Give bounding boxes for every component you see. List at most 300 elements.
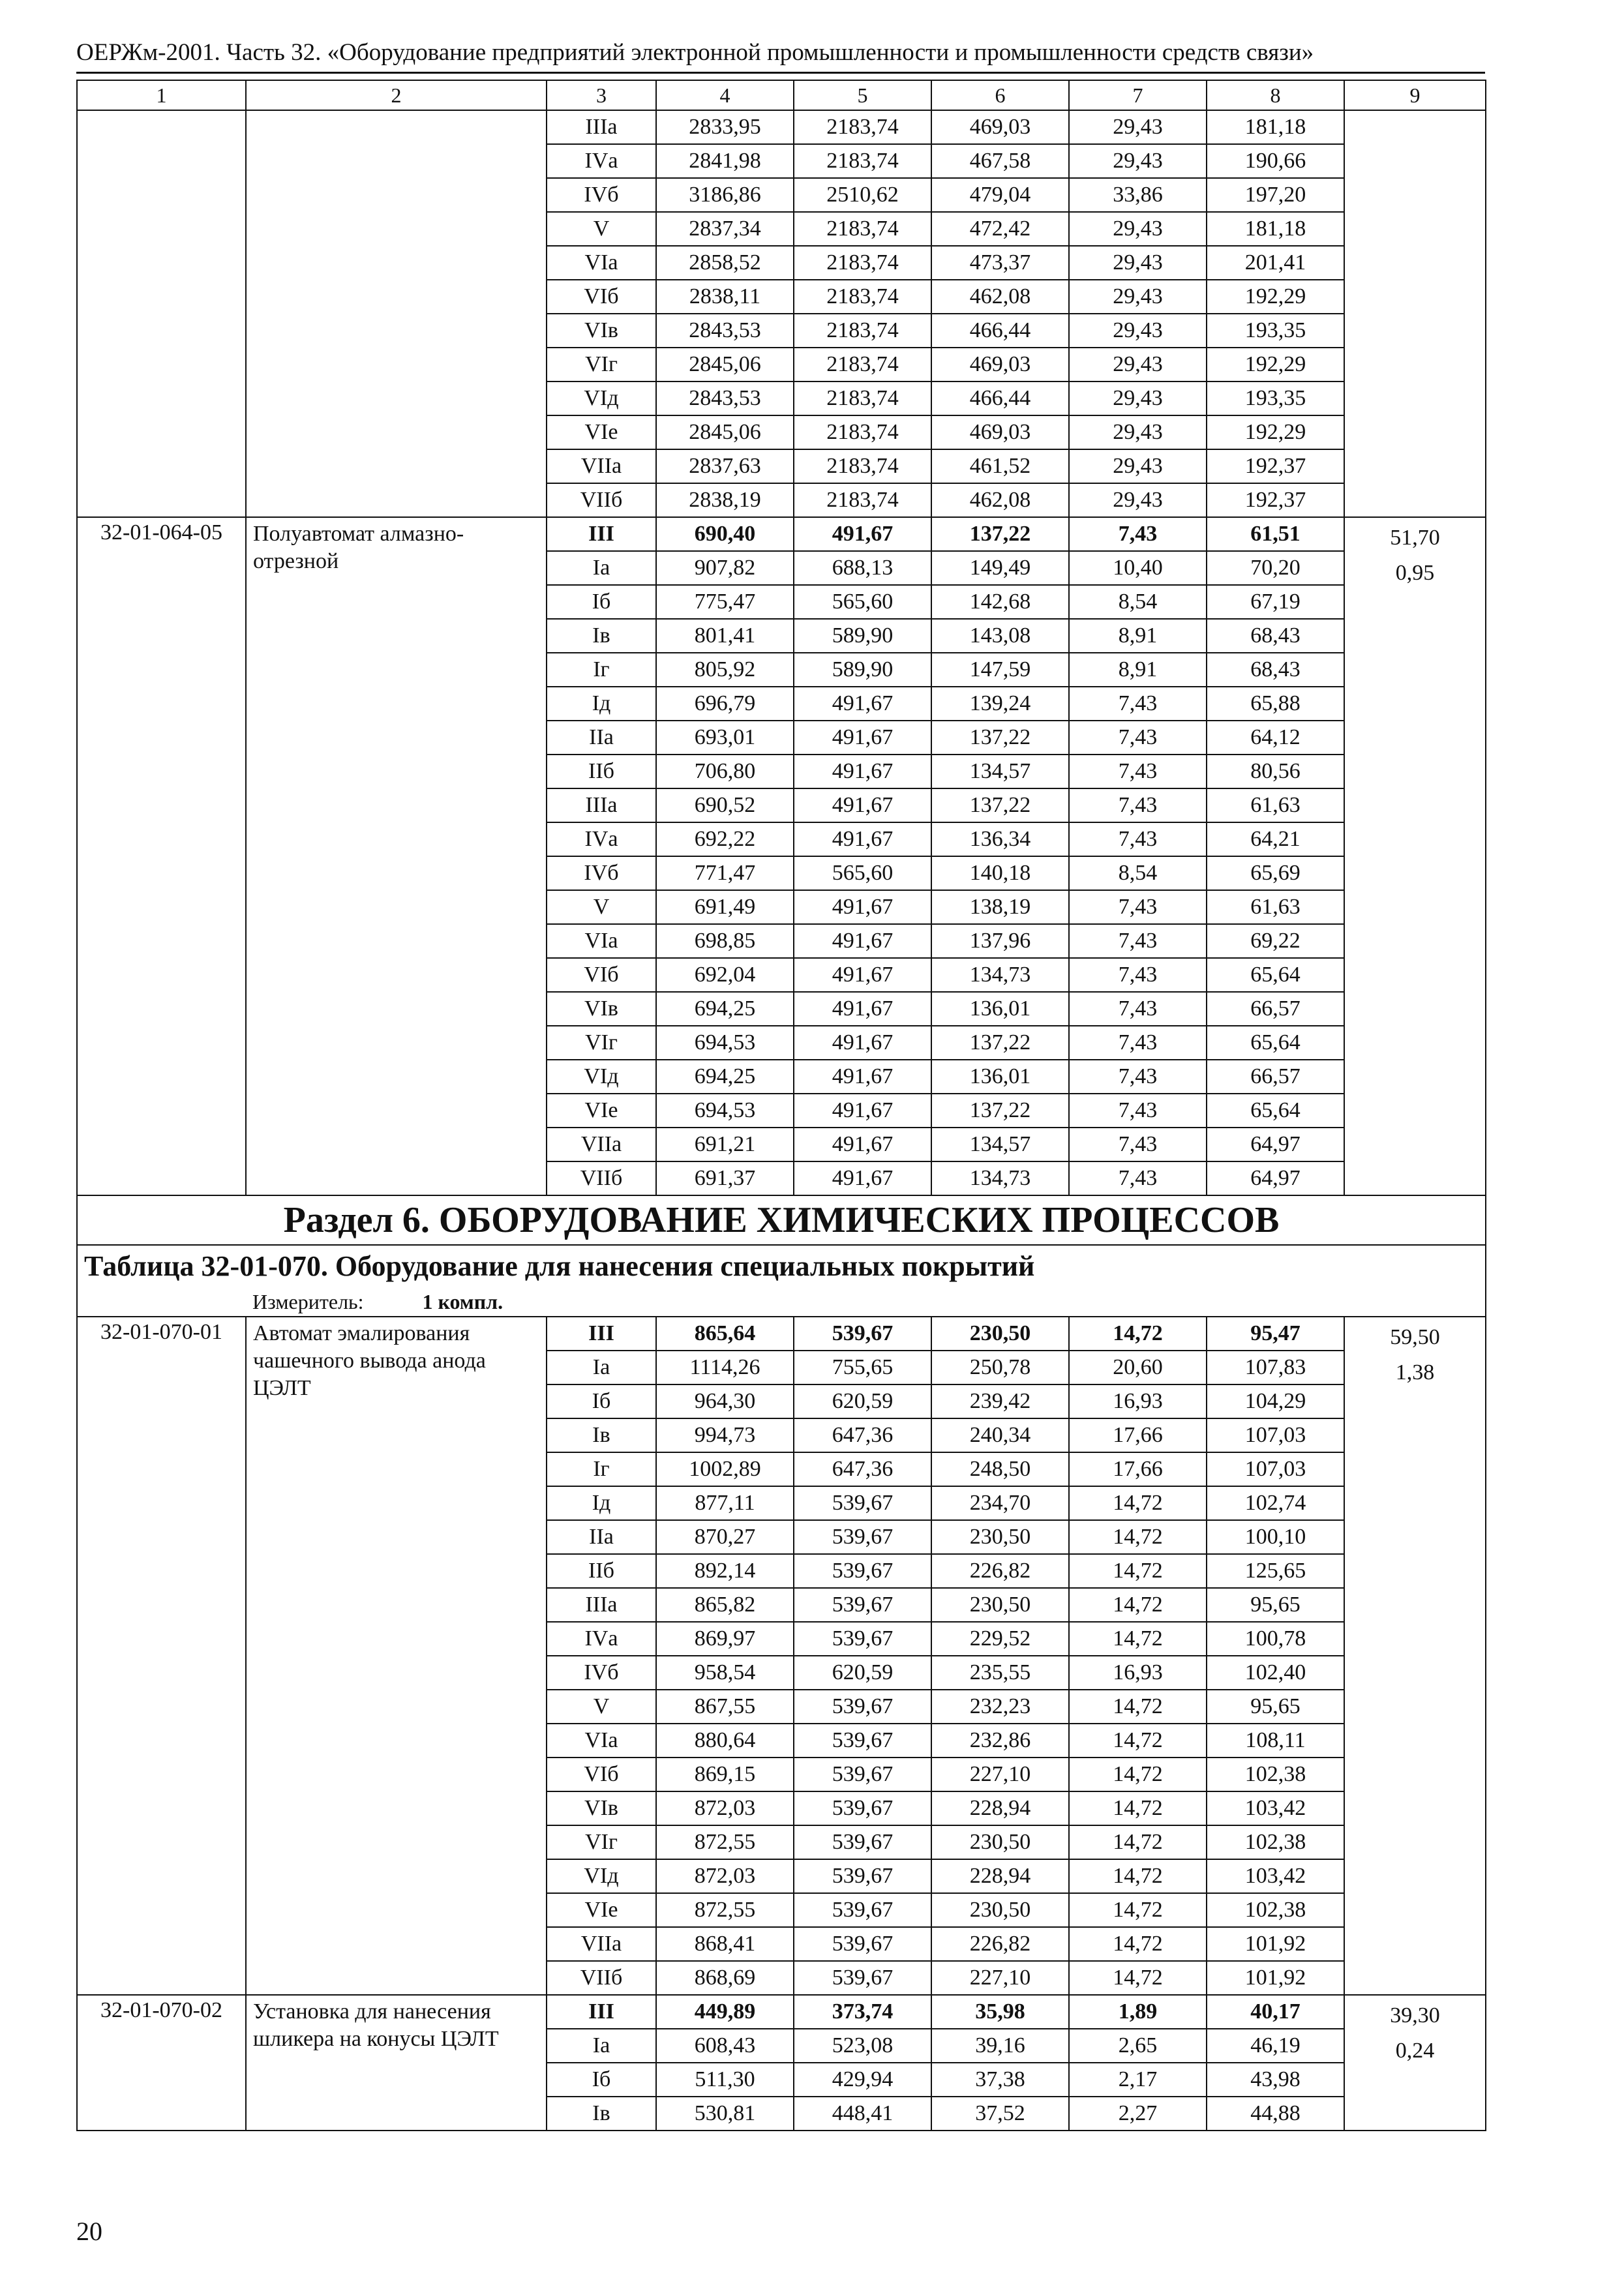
value-cell: 872,03 (656, 1859, 794, 1893)
value-cell: 70,20 (1207, 551, 1344, 585)
column-number: 5 (794, 80, 931, 110)
value-cell: 14,72 (1069, 1520, 1207, 1554)
value-cell: 462,08 (931, 483, 1069, 517)
value-cell: 1114,26 (656, 1351, 794, 1384)
region-cell: Iа (547, 1351, 656, 1384)
value-cell: 134,57 (931, 1128, 1069, 1161)
name-cell (246, 449, 547, 483)
value-cell: 7,43 (1069, 958, 1207, 992)
value-cell: 230,50 (931, 1893, 1069, 1927)
region-cell: Iг (547, 1452, 656, 1486)
measure-row (77, 1287, 1486, 1317)
value-cell: 491,67 (794, 1128, 931, 1161)
region-cell: VIб (547, 958, 656, 992)
table-row (77, 1317, 1486, 1351)
table-row (77, 144, 1486, 178)
value-cell: 8,91 (1069, 653, 1207, 687)
region-cell: VIб (547, 280, 656, 314)
value-cell: 3186,86 (656, 178, 794, 212)
name-cell (246, 110, 547, 144)
value-cell: 14,72 (1069, 1622, 1207, 1656)
value-cell: 491,67 (794, 1094, 931, 1128)
code-cell (77, 212, 246, 246)
value-cell: 10,40 (1069, 551, 1207, 585)
extra-value: 51,70 (1390, 526, 1440, 550)
item-name: Установка для нанесения шликера на конусы ЦЭЛТ (246, 1995, 547, 2131)
value-cell: 2,65 (1069, 2029, 1207, 2063)
value-cell: 239,42 (931, 1384, 1069, 1418)
value-cell: 693,01 (656, 721, 794, 755)
value-cell: 8,54 (1069, 585, 1207, 619)
value-cell: 2843,53 (656, 314, 794, 348)
value-cell: 68,43 (1207, 619, 1344, 653)
value-cell: 14,72 (1069, 1927, 1207, 1961)
extra-cell (1344, 382, 1486, 415)
value-cell: 14,72 (1069, 1486, 1207, 1520)
value-cell: 690,40 (656, 517, 794, 551)
value-cell: 7,43 (1069, 721, 1207, 755)
region-cell: IIб (547, 755, 656, 788)
value-cell: 647,36 (794, 1418, 931, 1452)
region-cell: Iб (547, 1384, 656, 1418)
name-cell (246, 144, 547, 178)
value-cell: 66,57 (1207, 1060, 1344, 1094)
item-extra (1344, 1995, 1486, 2131)
value-cell: 102,38 (1207, 1893, 1344, 1927)
value-cell: 7,43 (1069, 1161, 1207, 1195)
value-cell: 37,38 (931, 2063, 1069, 2097)
value-cell: 35,98 (931, 1995, 1069, 2029)
value-cell: 469,03 (931, 348, 1069, 382)
value-cell: 2837,34 (656, 212, 794, 246)
value-cell: 691,21 (656, 1128, 794, 1161)
value-cell: 66,57 (1207, 992, 1344, 1026)
value-cell: 491,67 (794, 992, 931, 1026)
value-cell: 14,72 (1069, 1893, 1207, 1927)
extra-cell (1344, 280, 1486, 314)
value-cell: 867,55 (656, 1690, 794, 1724)
region-cell: VIе (547, 415, 656, 449)
value-cell: 29,43 (1069, 348, 1207, 382)
value-cell: 43,98 (1207, 2063, 1344, 2097)
value-cell: 108,11 (1207, 1724, 1344, 1758)
extra-cell (1344, 178, 1486, 212)
value-cell: 755,65 (794, 1351, 931, 1384)
value-cell: 69,22 (1207, 924, 1344, 958)
value-cell: 694,53 (656, 1094, 794, 1128)
value-cell: 101,92 (1207, 1927, 1344, 1961)
column-number: 8 (1207, 80, 1344, 110)
region-cell: V (547, 1690, 656, 1724)
running-header: ОЕРЖм-2001. Часть 32. «Оборудование предприятий электронной промышленности и промышленности средств связи» (76, 39, 1314, 66)
region-cell: VIв (547, 314, 656, 348)
value-cell: 907,82 (656, 551, 794, 585)
value-cell: 232,86 (931, 1724, 1069, 1758)
column-number: 9 (1344, 80, 1486, 110)
region-cell: Iа (547, 2029, 656, 2063)
extra-cell (1344, 314, 1486, 348)
value-cell: 136,34 (931, 822, 1069, 856)
value-cell: 539,67 (794, 1690, 931, 1724)
region-cell: VIд (547, 1859, 656, 1893)
value-cell: 565,60 (794, 585, 931, 619)
value-cell: 870,27 (656, 1520, 794, 1554)
measure-label: Измеритель: (252, 1290, 364, 1313)
name-cell (246, 382, 547, 415)
table-row (77, 280, 1486, 314)
region-cell: IVа (547, 144, 656, 178)
table-row (77, 382, 1486, 415)
value-cell: 228,94 (931, 1859, 1069, 1893)
value-cell: 2841,98 (656, 144, 794, 178)
value-cell: 7,43 (1069, 992, 1207, 1026)
value-cell: 691,37 (656, 1161, 794, 1195)
value-cell: 192,29 (1207, 348, 1344, 382)
region-cell: VIа (547, 1724, 656, 1758)
region-cell: IIIа (547, 1588, 656, 1622)
value-cell: 491,67 (794, 1026, 931, 1060)
value-cell: 64,12 (1207, 721, 1344, 755)
extra-cell (1344, 348, 1486, 382)
region-cell: Iв (547, 619, 656, 653)
extra-value: 39,30 (1390, 2003, 1440, 2027)
extra-cell (1344, 212, 1486, 246)
value-cell: 64,21 (1207, 822, 1344, 856)
value-cell: 64,97 (1207, 1161, 1344, 1195)
region-cell: IIIа (547, 788, 656, 822)
value-cell: 61,51 (1207, 517, 1344, 551)
table-row (77, 449, 1486, 483)
value-cell: 107,03 (1207, 1418, 1344, 1452)
value-cell: 39,16 (931, 2029, 1069, 2063)
value-cell: 449,89 (656, 1995, 794, 2029)
value-cell: 2837,63 (656, 449, 794, 483)
value-cell: 7,43 (1069, 924, 1207, 958)
region-cell: V (547, 890, 656, 924)
value-cell: 694,53 (656, 1026, 794, 1060)
value-cell: 250,78 (931, 1351, 1069, 1384)
name-cell (246, 348, 547, 382)
value-cell: 491,67 (794, 721, 931, 755)
value-cell: 193,35 (1207, 382, 1344, 415)
value-cell: 2,27 (1069, 2097, 1207, 2131)
value-cell: 539,67 (794, 1791, 931, 1825)
code-cell (77, 144, 246, 178)
value-cell: 68,43 (1207, 653, 1344, 687)
value-cell: 8,54 (1069, 856, 1207, 890)
value-cell: 137,96 (931, 924, 1069, 958)
value-cell: 565,60 (794, 856, 931, 890)
value-cell: 539,67 (794, 1622, 931, 1656)
item-code: 32-01-064-05 (77, 517, 246, 1195)
value-cell: 539,67 (794, 1554, 931, 1588)
value-cell: 491,67 (794, 1161, 931, 1195)
region-cell: VIд (547, 382, 656, 415)
value-cell: 197,20 (1207, 178, 1344, 212)
name-cell (246, 246, 547, 280)
name-cell (246, 280, 547, 314)
value-cell: 192,37 (1207, 483, 1344, 517)
value-cell: 100,78 (1207, 1622, 1344, 1656)
value-cell: 868,69 (656, 1961, 794, 1995)
value-cell: 137,22 (931, 788, 1069, 822)
value-cell: 192,37 (1207, 449, 1344, 483)
column-number: 4 (656, 80, 794, 110)
value-cell: 95,47 (1207, 1317, 1344, 1351)
region-cell: IIIа (547, 110, 656, 144)
value-cell: 142,68 (931, 585, 1069, 619)
value-cell: 17,66 (1069, 1418, 1207, 1452)
value-cell: 33,86 (1069, 178, 1207, 212)
value-cell: 2183,74 (794, 280, 931, 314)
region-cell: VIв (547, 1791, 656, 1825)
value-cell: 64,97 (1207, 1128, 1344, 1161)
value-cell: 491,67 (794, 1060, 931, 1094)
region-cell: III (547, 1995, 656, 2029)
value-cell: 29,43 (1069, 110, 1207, 144)
value-cell: 466,44 (931, 314, 1069, 348)
value-cell: 14,72 (1069, 1791, 1207, 1825)
value-cell: 95,65 (1207, 1588, 1344, 1622)
value-cell: 539,67 (794, 1520, 931, 1554)
value-cell: 139,24 (931, 687, 1069, 721)
value-cell: 190,66 (1207, 144, 1344, 178)
region-cell: IVб (547, 1656, 656, 1690)
value-cell: 472,42 (931, 212, 1069, 246)
value-cell: 589,90 (794, 653, 931, 687)
measure-value: 1 компл. (422, 1290, 504, 1313)
value-cell: 2183,74 (794, 449, 931, 483)
value-cell: 523,08 (794, 2029, 931, 2063)
value-cell: 7,43 (1069, 1094, 1207, 1128)
value-cell: 479,04 (931, 178, 1069, 212)
value-cell: 29,43 (1069, 246, 1207, 280)
value-cell: 461,52 (931, 449, 1069, 483)
value-cell: 147,59 (931, 653, 1069, 687)
name-cell (246, 178, 547, 212)
region-cell: VIIб (547, 483, 656, 517)
value-cell: 620,59 (794, 1656, 931, 1690)
extra-value: 0,95 (1395, 561, 1435, 585)
extra-value: 59,50 (1390, 1325, 1440, 1349)
value-cell: 7,43 (1069, 890, 1207, 924)
region-cell: Iв (547, 1418, 656, 1452)
value-cell: 102,38 (1207, 1825, 1344, 1859)
value-cell: 7,43 (1069, 1128, 1207, 1161)
region-cell: IIб (547, 1554, 656, 1588)
value-cell: 137,22 (931, 517, 1069, 551)
value-cell: 530,81 (656, 2097, 794, 2131)
value-cell: 462,08 (931, 280, 1069, 314)
value-cell: 137,22 (931, 1094, 1069, 1128)
table-row (77, 517, 1486, 551)
value-cell: 8,91 (1069, 619, 1207, 653)
value-cell: 865,64 (656, 1317, 794, 1351)
extra-cell (1344, 246, 1486, 280)
region-cell: VIд (547, 1060, 656, 1094)
table-row (77, 1995, 1486, 2029)
value-cell: 958,54 (656, 1656, 794, 1690)
value-cell: 539,67 (794, 1724, 931, 1758)
value-cell: 692,22 (656, 822, 794, 856)
value-cell: 102,40 (1207, 1656, 1344, 1690)
extra-value: 0,24 (1395, 2039, 1435, 2063)
value-cell: 100,10 (1207, 1520, 1344, 1554)
value-cell: 134,57 (931, 755, 1069, 788)
value-cell: 107,83 (1207, 1351, 1344, 1384)
value-cell: 2,17 (1069, 2063, 1207, 2097)
value-cell: 67,19 (1207, 585, 1344, 619)
value-cell: 466,44 (931, 382, 1069, 415)
value-cell: 539,67 (794, 1927, 931, 1961)
value-cell: 2858,52 (656, 246, 794, 280)
table-row (77, 246, 1486, 280)
region-cell: VIIа (547, 1927, 656, 1961)
value-cell: 698,85 (656, 924, 794, 958)
value-cell: 7,43 (1069, 1060, 1207, 1094)
value-cell: 14,72 (1069, 1825, 1207, 1859)
value-cell: 228,94 (931, 1791, 1069, 1825)
region-cell: V (547, 212, 656, 246)
value-cell: 620,59 (794, 1384, 931, 1418)
value-cell: 473,37 (931, 246, 1069, 280)
value-cell: 467,58 (931, 144, 1069, 178)
value-cell: 14,72 (1069, 1859, 1207, 1893)
code-cell (77, 382, 246, 415)
value-cell: 692,04 (656, 958, 794, 992)
region-cell: IVб (547, 178, 656, 212)
region-cell: VIIб (547, 1961, 656, 1995)
value-cell: 2183,74 (794, 110, 931, 144)
value-cell: 248,50 (931, 1452, 1069, 1486)
value-cell: 511,30 (656, 2063, 794, 2097)
extra-value: 1,38 (1395, 1360, 1435, 1384)
code-cell (77, 348, 246, 382)
value-cell: 491,67 (794, 788, 931, 822)
value-cell: 14,72 (1069, 1588, 1207, 1622)
value-cell: 7,43 (1069, 822, 1207, 856)
value-cell: 775,47 (656, 585, 794, 619)
value-cell: 234,70 (931, 1486, 1069, 1520)
value-cell: 868,41 (656, 1927, 794, 1961)
value-cell: 29,43 (1069, 280, 1207, 314)
value-cell: 65,88 (1207, 687, 1344, 721)
region-cell: IVа (547, 1622, 656, 1656)
value-cell: 589,90 (794, 619, 931, 653)
value-cell: 647,36 (794, 1452, 931, 1486)
value-cell: 539,67 (794, 1758, 931, 1791)
value-cell: 7,43 (1069, 687, 1207, 721)
value-cell: 235,55 (931, 1656, 1069, 1690)
table-row (77, 212, 1486, 246)
name-cell (246, 314, 547, 348)
value-cell: 16,93 (1069, 1384, 1207, 1418)
value-cell: 101,92 (1207, 1961, 1344, 1995)
value-cell: 65,64 (1207, 958, 1344, 992)
value-cell: 869,97 (656, 1622, 794, 1656)
value-cell: 491,67 (794, 517, 931, 551)
value-cell: 865,82 (656, 1588, 794, 1622)
extra-cell (1344, 449, 1486, 483)
value-cell: 192,29 (1207, 280, 1344, 314)
value-cell: 29,43 (1069, 144, 1207, 178)
region-cell: III (547, 1317, 656, 1351)
item-name: Полуавтомат алмазно-отрезной (246, 517, 547, 1195)
value-cell: 181,18 (1207, 110, 1344, 144)
value-cell: 181,18 (1207, 212, 1344, 246)
value-cell: 134,73 (931, 1161, 1069, 1195)
table-row (77, 178, 1486, 212)
value-cell: 2183,74 (794, 144, 931, 178)
value-cell: 491,67 (794, 822, 931, 856)
value-cell: 964,30 (656, 1384, 794, 1418)
region-cell: IVб (547, 856, 656, 890)
value-cell: 801,41 (656, 619, 794, 653)
value-cell: 103,42 (1207, 1791, 1344, 1825)
region-cell: VIIб (547, 1161, 656, 1195)
code-cell (77, 483, 246, 517)
code-cell (77, 110, 246, 144)
value-cell: 227,10 (931, 1758, 1069, 1791)
value-cell: 2183,74 (794, 382, 931, 415)
value-cell: 608,43 (656, 2029, 794, 2063)
value-cell: 17,66 (1069, 1452, 1207, 1486)
column-number-row (77, 80, 1486, 110)
value-cell: 138,19 (931, 890, 1069, 924)
value-cell: 102,74 (1207, 1486, 1344, 1520)
value-cell: 877,11 (656, 1486, 794, 1520)
value-cell: 29,43 (1069, 314, 1207, 348)
column-number: 3 (547, 80, 656, 110)
region-cell: Iв (547, 2097, 656, 2131)
value-cell: 103,42 (1207, 1859, 1344, 1893)
value-cell: 706,80 (656, 755, 794, 788)
value-cell: 29,43 (1069, 483, 1207, 517)
value-cell: 872,55 (656, 1893, 794, 1927)
value-cell: 16,93 (1069, 1656, 1207, 1690)
value-cell: 2843,53 (656, 382, 794, 415)
value-cell: 429,94 (794, 2063, 931, 2097)
region-cell: IVа (547, 822, 656, 856)
value-cell: 2510,62 (794, 178, 931, 212)
value-cell: 2183,74 (794, 246, 931, 280)
value-cell: 44,88 (1207, 2097, 1344, 2131)
region-cell: VIг (547, 1825, 656, 1859)
value-cell: 869,15 (656, 1758, 794, 1791)
value-cell: 230,50 (931, 1588, 1069, 1622)
value-cell: 149,49 (931, 551, 1069, 585)
region-cell: VIе (547, 1893, 656, 1927)
value-cell: 539,67 (794, 1825, 931, 1859)
code-cell (77, 280, 246, 314)
column-number: 6 (931, 80, 1069, 110)
value-cell: 229,52 (931, 1622, 1069, 1656)
value-cell: 29,43 (1069, 212, 1207, 246)
region-cell: IIа (547, 1520, 656, 1554)
value-cell: 2833,95 (656, 110, 794, 144)
item-code: 32-01-070-02 (77, 1995, 246, 2131)
value-cell: 14,72 (1069, 1758, 1207, 1791)
table-title-row (77, 1245, 1486, 1287)
value-cell: 2845,06 (656, 348, 794, 382)
value-cell: 192,29 (1207, 415, 1344, 449)
item-code: 32-01-070-01 (77, 1317, 246, 1995)
region-cell: III (547, 517, 656, 551)
value-cell: 2838,11 (656, 280, 794, 314)
value-cell: 29,43 (1069, 449, 1207, 483)
item-extra (1344, 1317, 1486, 1995)
value-cell: 136,01 (931, 992, 1069, 1026)
